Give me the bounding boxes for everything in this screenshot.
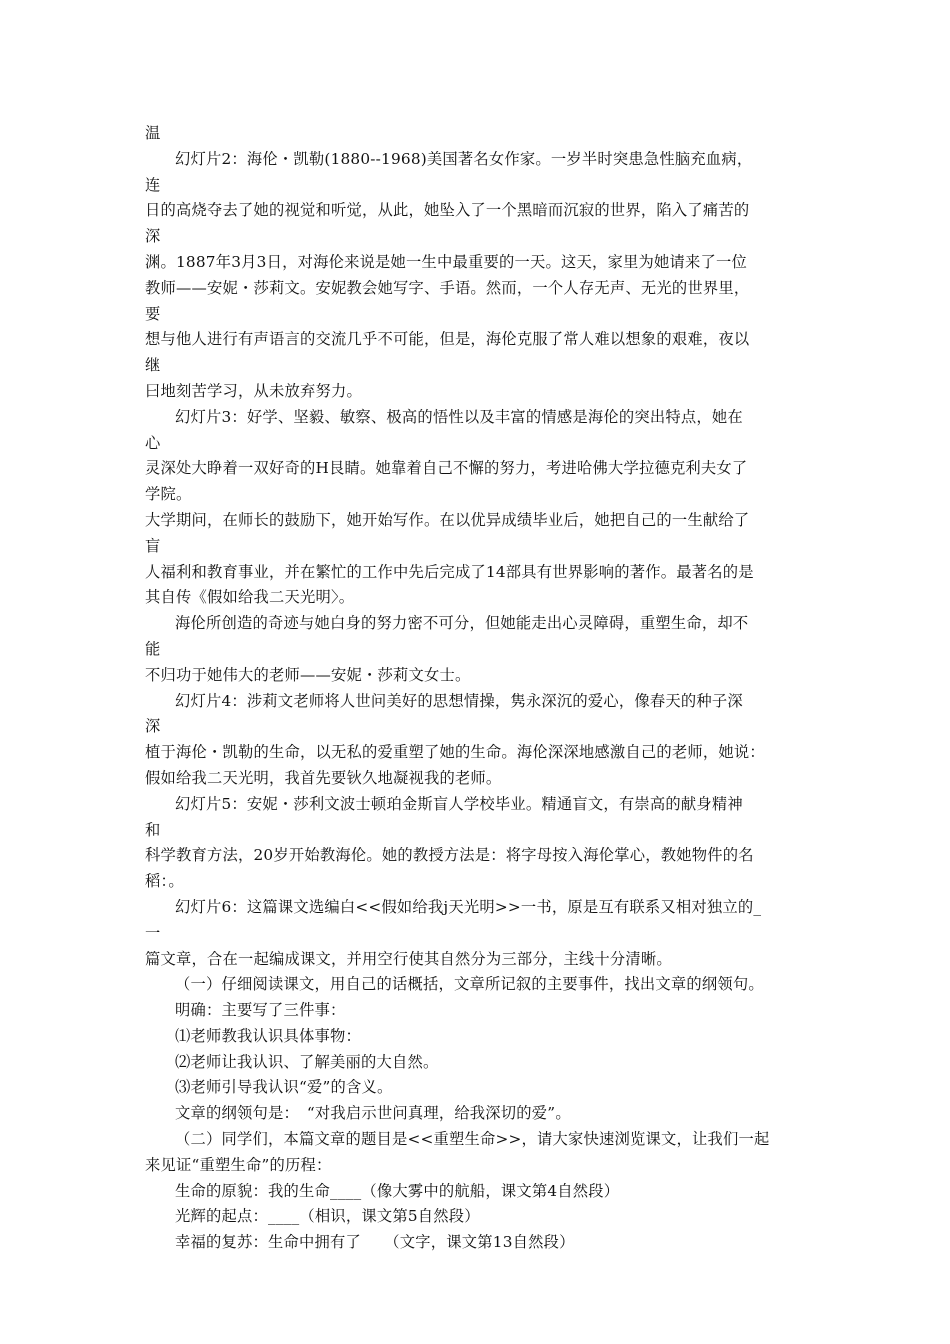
text-line: 稻：。 [145,872,184,891]
section-two-heading: （二）同学们，本篇文章的题目是<<重塑生命>>，请大家快速浏览课文，让我们一起 [175,1130,770,1149]
text-line: 日的高烧夺去了她的视觉和听觉，从此，她坠入了一个黑暗而沉寂的世界，陷入了痛苦的 [145,201,750,220]
list-item: ⑴老师教我认识具体事物： [175,1026,361,1045]
slide-4-paragraph: 幻灯片4：涉莉文老师将人世问美好的思想情操，隽永深沉的爱心，像春天的种子深 [175,691,743,710]
text-line: 曰地刻苦学习，从未放弃努力。 [145,381,362,400]
slide-3-paragraph: 幻灯片3：好学、坚毅、敏察、极高的悟性以及丰富的情感是海伦的突出特点，她在 [175,407,743,426]
list-item: ⑶老师引导我认识“爱”的含义。 [175,1078,393,1097]
text-line: 其自传《假如给我二天光明〉。 [145,588,355,607]
paragraph: 海伦所创造的奇迹与她白身的努力密不可分，但她能走出心灵障碍，重塑生命，却不 [175,614,749,633]
text-line: 来见证“重塑生命”的历程： [145,1155,332,1174]
text-line: 渊。1887年3月3日，对海伦来说是她一生中最重要的一天。这天，家里为她请来了一位 [145,252,747,271]
text-line: 教师——安妮・莎莉文。安妮教会她写字、手语。然而，一个人存无声、无光的世界里， [145,278,750,297]
text-line: 人福利和教育事业，并在繁忙的工作中先后完成了14部具有世界影响的著作。最著名的是 [145,562,754,581]
answer-line: 明确：主要写了三件事： [175,1001,346,1020]
text-line: 篇文章，合在一起编成课文，并用空行使其自然分为三部分，主线十分清晰。 [145,949,672,968]
fill-blank-line: 光辉的起点：____（相识，课文第5自然段） [175,1207,480,1226]
text-line: 深 [145,717,161,736]
text-line: 心 [145,433,161,452]
slide-5-paragraph: 幻灯片5：安妮・莎利文波士顿珀金斯盲人学校毕业。精通盲文，有崇高的献身精神 [175,794,743,813]
slide-2-paragraph: 幻灯片2：海伦・凯勒(1880--1968)美国著名女作家。一岁半时突患急性脑充血病， [175,149,753,168]
text-line: 温 [145,124,161,142]
text-line: 学院。 [145,485,192,504]
text-line: 科学教育方法，20岁开始教海伦。她的教授方法是：将字母按入海伦掌心，教她物件的名 [145,846,754,865]
text-line: 植于海伦・凯勒的生命，以无私的爱重塑了她的生命。海伦深深地感激自己的老师，她说： [145,743,765,762]
text-line: 盲 [145,536,161,555]
text-line: 连 [145,175,161,194]
text-line: 假如给我二天光明，我首先要钬久地凝视我的老师。 [145,768,502,787]
fill-blank-line: 生命的原貌：我的生命____（像大雾中的航船，课文第4自然段） [175,1181,620,1200]
key-sentence-line: 文章的纲领句是： “对我启示世问真理，给我深切的爱”。 [175,1104,571,1123]
text-line: 大学期问，在师长的鼓励下，她开始写作。在以优异成绩毕业后，她把自己的一生献给了 [145,510,750,529]
section-one-heading: （一）仔细阅读课文，用自己的话概括，文章所记叙的主要事件，找出文章的纲领句。 [175,975,764,994]
text-line: 和 [145,820,161,839]
text-line: 要 [145,304,161,323]
slide-6-paragraph: 幻灯片6：这篇课文选编白<<假如给我j天光明>>一书，原是互有联系又相对独立的_ [175,897,762,916]
text-line: 想与他人进行有声语言的交流几乎不可能，但是，海伦克服了常人难以想象的艰难，夜以 [145,330,750,349]
text-line: 灵深处大睁着一双好奇的H艮睛。她靠着自己不懈的努力，考进哈佛大学拉德克利夫女了 [145,459,748,478]
text-line: 不归功于她伟大的老师——安妮・莎莉文女士。 [145,665,471,684]
fill-blank-line: 幸福的复苏：生命中拥有了 （文字，课文第13自然段） [175,1233,575,1252]
text-line: 继 [145,356,161,375]
text-line: 一 [145,923,161,942]
text-line: 深 [145,227,161,246]
document-body [145,121,815,1256]
text-line: 能 [145,639,161,658]
list-item: ⑵老师让我认识、了解美丽的大自然。 [175,1052,439,1071]
